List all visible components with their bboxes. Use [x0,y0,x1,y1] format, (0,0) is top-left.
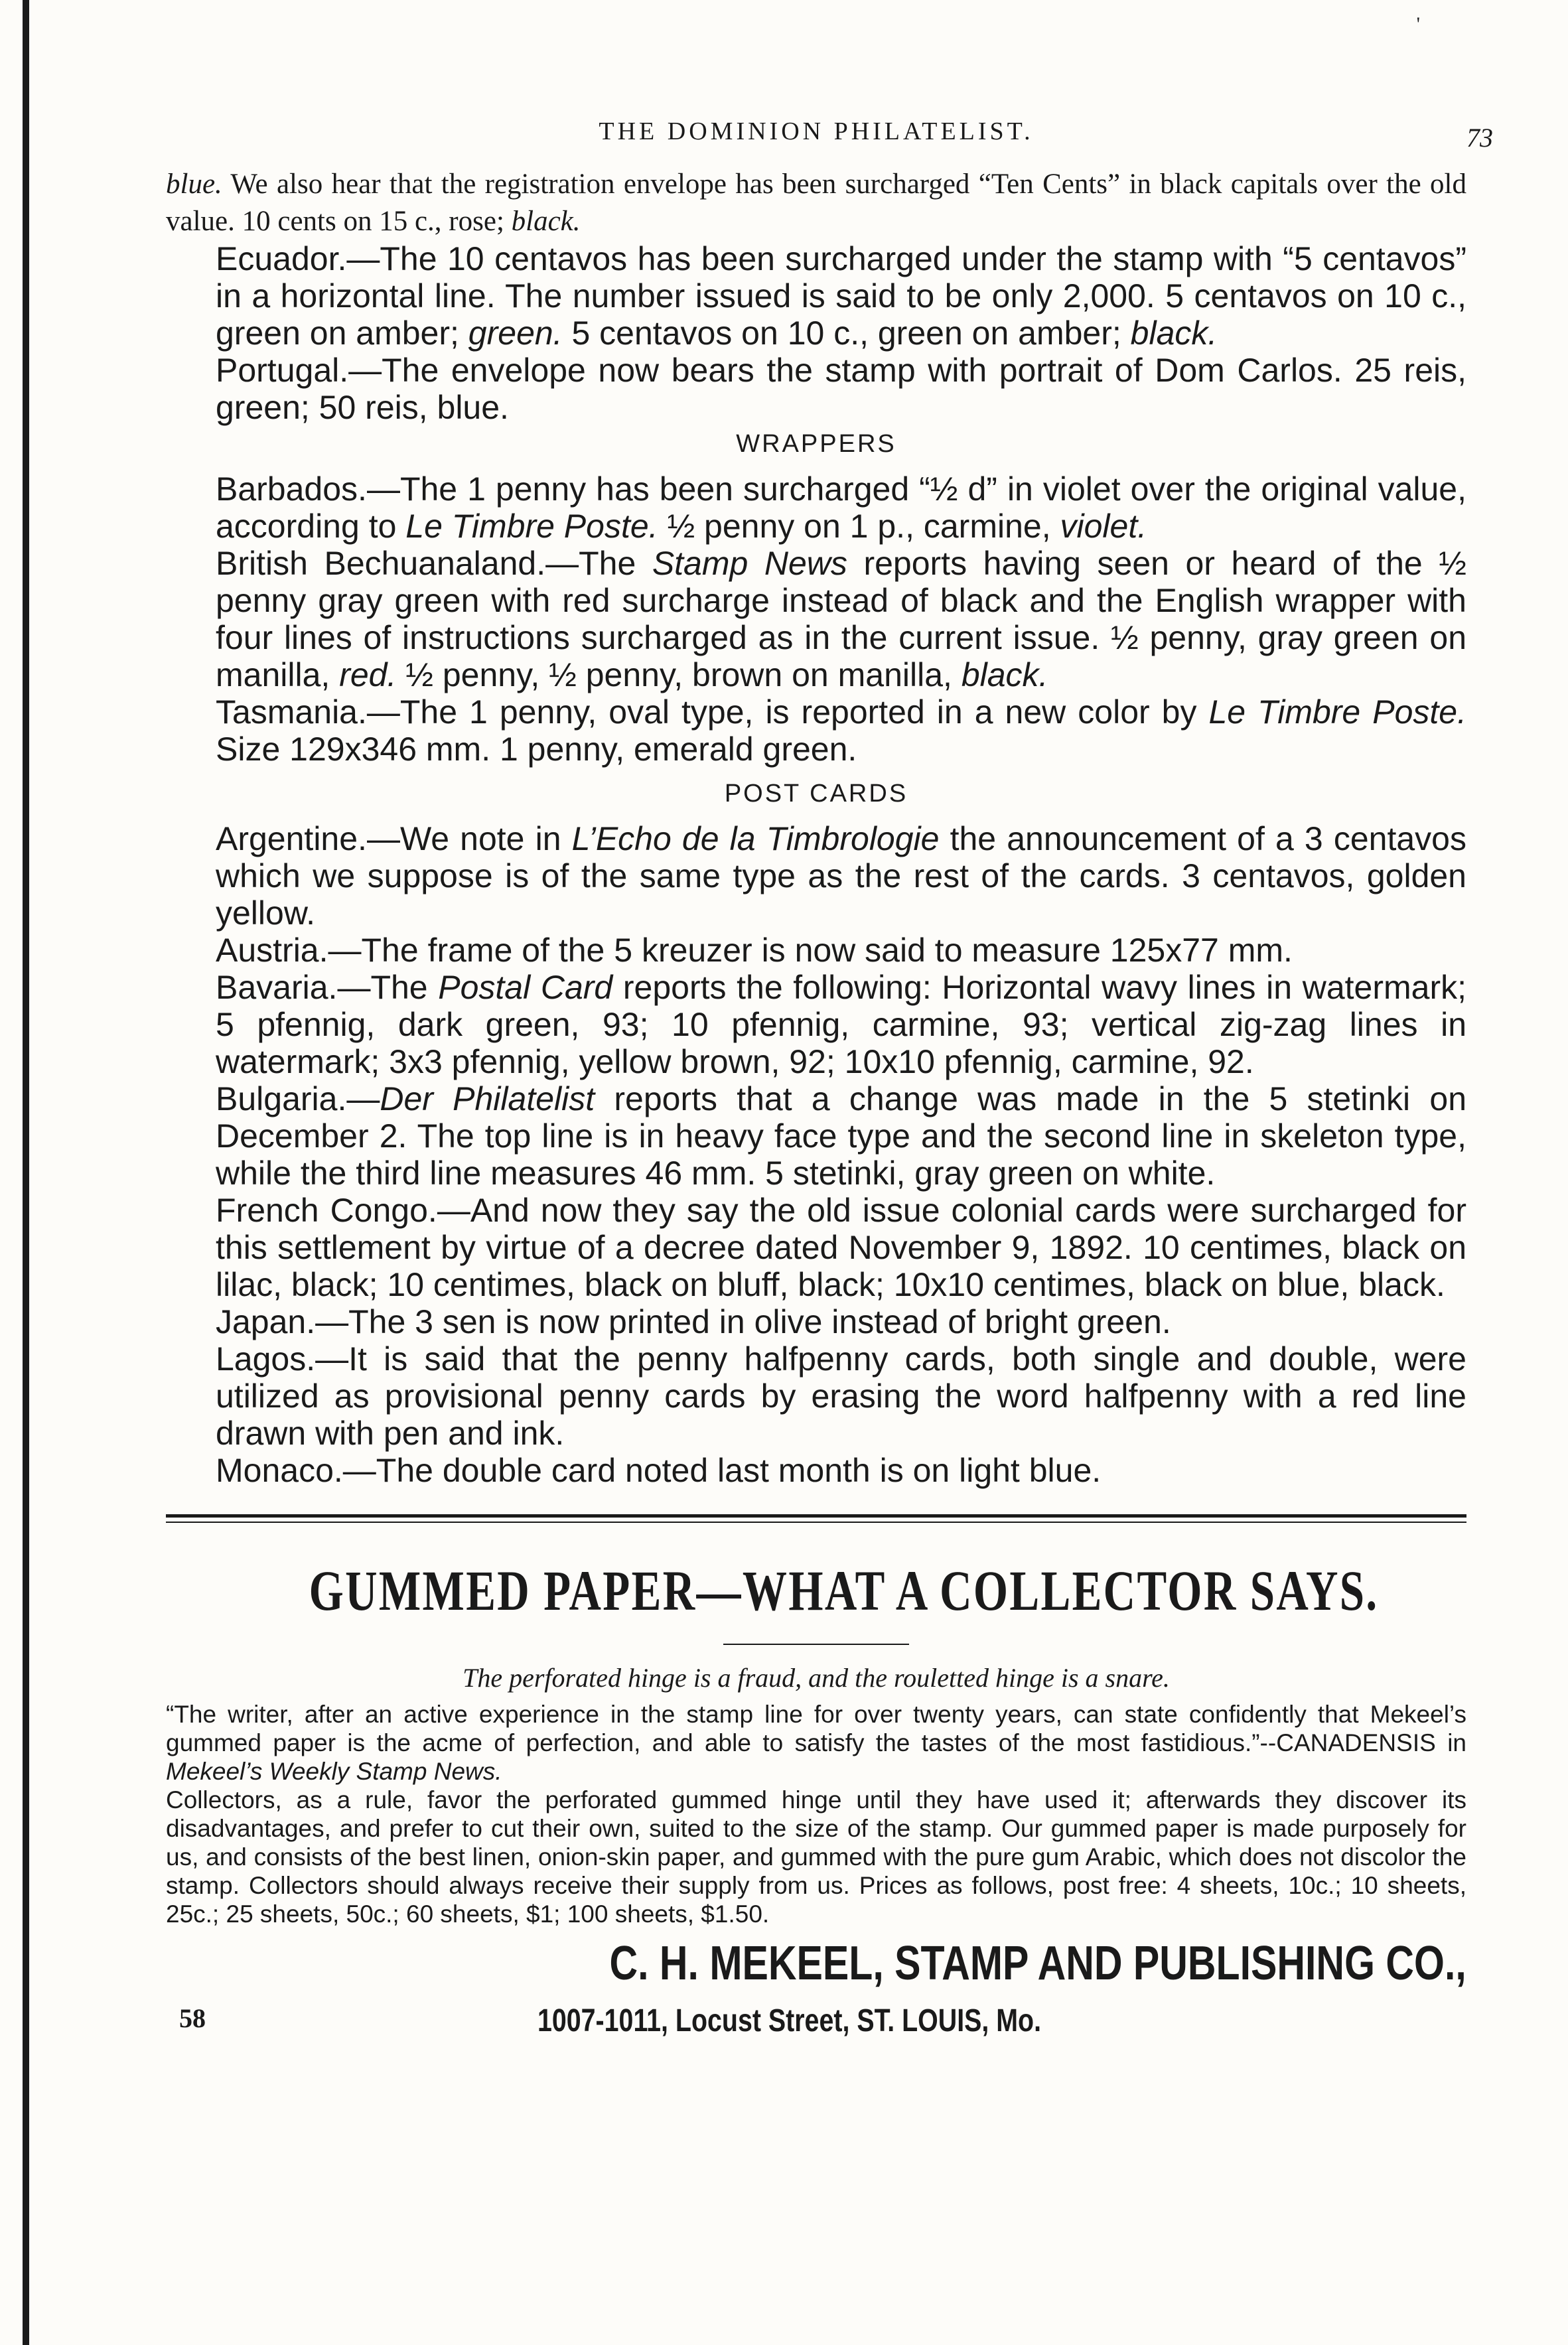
entry-british-bechuanaland: British Bechuanaland.—The Stamp News reports having seen or heard of the ½ penny gray green with red surcharge instead of black and the English wrapper with four lines of instructions surcharged as in the current issue. ½ penny, gray green on manilla, red. ½ penny, ½ penny, brown on manilla, black. [216,545,1466,693]
country-name: Japan. [216,1303,316,1340]
ad-footer [166,1936,1466,2056]
country-name: Bulgaria. [216,1080,347,1117]
ad-code: 58 [179,2003,206,2033]
entry-ecuador: Ecuador.—The 10 centavos has been surcharged under the stamp with “5 centavos” in a horizontal line. The number issued is said to be only 2,000. 5 centavos on 10 c., green on amber; green. 5 centavos on 10 c., green on amber; black. [216,240,1466,352]
ad-divider [723,1644,909,1645]
country-name: British Bechuanaland. [216,545,546,582]
country-name: Bavaria. [216,969,338,1006]
entry-lagos: Lagos.—It is said that the penny halfpenny cards, both single and double, were utilized as provisional penny cards by erasing the word halfpenny with a red line drawn with pen and ink. [216,1340,1466,1452]
envelope-continuation: blue. We also hear that the registration envelope has been surcharged “Ten Cents” in black capitals over the old value. 10 cents on 15 c., rose; black. [166,169,1466,237]
entry-monaco: Monaco.—The double card noted last month is on light blue. [216,1452,1102,1489]
tick-mark: ' [1416,13,1420,35]
running-title: THE DOMINION PHILATELIST. [599,117,1034,145]
section-heading-post-cards: POST CARDS [724,780,908,808]
country-name: Barbados. [216,470,367,508]
advertisement [166,1557,1466,2056]
entry-tasmania: Tasmania.—The 1 penny, oval type, is reported in a new color by Le Timbre Poste. Size 129x346 mm. 1 penny, emerald green. [216,693,1466,768]
entry-japan: Japan.—The 3 sen is now printed in olive instead of bright green. [216,1303,1171,1340]
entry-bulgaria: Bulgaria.—Der Philatelist reports that a change was made in the 5 stetinki on December 2. The top line is in heavy face type and the second line in skeleton type, while the third line measures 46 mm. 5 stetinki, gray green on white. [216,1080,1466,1192]
entry-bavaria: Bavaria.—The Postal Card reports the following: Horizontal wavy lines in watermark; 5 pfennig, dark green, 93; 10 pfennig, carmine, 93; vertical zig-zag lines in watermark; 3x3 pfennig, yellow brown, 92; 10x10 pfennig, carmine, 92. [216,969,1466,1080]
entry-french-congo: French Congo.—And now they say the old issue colonial cards were surcharged for this settlement by virtue of a decree dated November 9, 1892. 10 centimes, black on lilac, black; 10 centimes, black on bluff, black; 10x10 centimes, black on blue, black. [216,1192,1466,1303]
entry-austria: Austria.—The frame of the 5 kreuzer is now said to measure 125x77 mm. [216,932,1293,969]
country-name: French Congo. [216,1192,437,1229]
country-name: Monaco. [216,1452,343,1489]
ad-quote: “The writer, after an active experience in the stamp line for over twenty years, can state confidently that Mekeel’s gummed paper is the acme of perfection, and able to satisfy the tastes of the most fastidious.”--CANADENSIS in Mekeel’s Weekly Stamp News. [166,1701,1467,1785]
entry-barbados: Barbados.—The 1 penny has been surcharged “½ d” in violet over the original value, according to Le Timbre Poste. ½ penny on 1 p., carmine, violet. [216,470,1466,545]
document-page [166,13,1493,2056]
section-heading-wrappers: WRAPPERS [736,430,896,458]
ad-tagline: The perforated hinge is a fraud, and the rouletted hinge is a snare. [463,1663,1170,1693]
country-name: Lagos. [216,1340,316,1378]
divider-thin [166,1522,1466,1523]
entry-argentine: Argentine.—We note in L’Echo de la Timbrologie the announcement of a 3 centavos which we suppose is of the same type as the rest of the cards. 3 centavos, golden yellow. [216,820,1466,932]
ad-headline: GUMMED PAPER—WHAT A COLLECTOR SAYS. [309,1559,1379,1622]
page-header [166,13,1493,166]
ad-body: Collectors, as a rule, favor the perforated gummed hinge until they have used it; afterwards they discover its disadvantages, and prefer to cut their own, suited to the size of the stamp. Our gummed paper is made purposely for us, and consists of the best linen, onion-skin paper, and gummed with the pure gum Arabic, which does not discolor the stamp. Collectors should always receive their supply from us. Prices as follows, post free: 4 sheets, 10c.; 10 sheets, 25c.; 25 sheets, 50c.; 60 sheets, $1; 100 sheets, $1.50. [166,1786,1466,1928]
page-number: 73 [1466,123,1493,153]
company-name: C. H. MEKEEL, STAMP AND PUBLISHING CO., [609,1937,1466,1990]
page-edge-bar [23,0,29,2345]
entry-portugal: Portugal.—The envelope now bears the stamp with portrait of Dom Carlos. 25 reis, green; 50 reis, blue. [216,352,1466,426]
country-name: Tasmania. [216,693,367,731]
country-name: Portugal. [216,352,349,389]
country-name: Argentine. [216,820,367,857]
country-name: Austria. [216,932,328,969]
company-address: 1007-1011, Locust Street, ST. LOUIS, Mo. [537,2003,1042,2038]
divider-thick [166,1514,1466,1518]
country-name: Ecuador. [216,240,347,277]
